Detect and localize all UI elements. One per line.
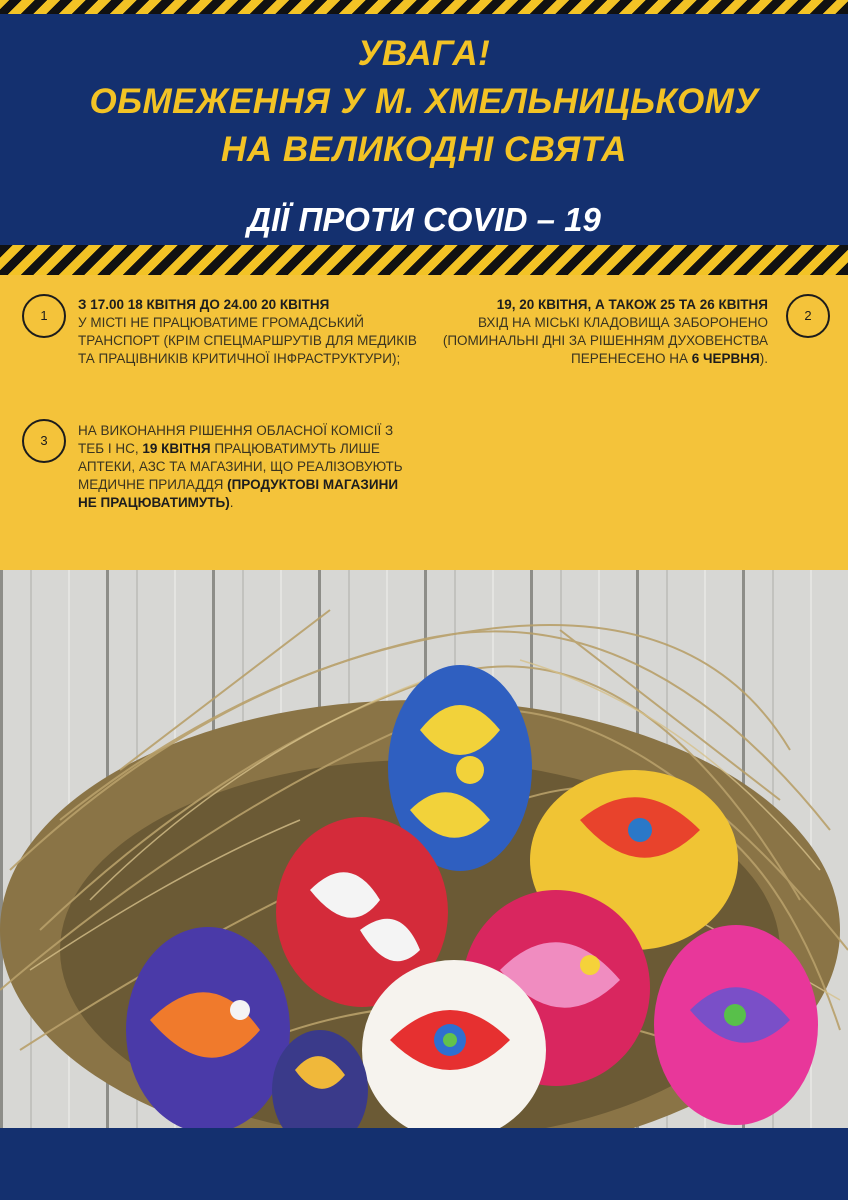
item-1-heading: З 17.00 18 КВІТНЯ ДО 24.00 20 КВІТНЯ <box>78 297 330 312</box>
title-line-3: НА ВЕЛИКОДНІ СВЯТА <box>221 130 627 169</box>
item-3-text-c: . <box>229 495 234 510</box>
item-1-text: У МІСТІ НЕ ПРАЦЮВАТИМЕ ГРОМАДСЬКИЙ ТРАНСПОРТ (КРІМ СПЕЦМАРШРУТІВ ДЛЯ МЕДИКІВ ТА ПРАЦІВНИКІВ КРИТИЧНОЇ ІНФРАСТРУКТУРИ); <box>78 315 417 366</box>
easter-egg-purple <box>126 927 290 1128</box>
hazard-stripe-middle <box>0 245 848 275</box>
item-number-1: 1 <box>22 294 66 338</box>
easter-eggs-illustration <box>0 570 848 1128</box>
item-2-heading: 19, 20 КВІТНЯ, А ТАКОЖ 25 ТА 26 КВІТНЯ <box>496 297 768 312</box>
item-3-bold-a: 19 КВІТНЯ <box>142 441 211 456</box>
title-line-1: УВАГА! <box>357 34 491 73</box>
hazard-stripe-top <box>0 0 848 14</box>
restrictions-panel <box>0 275 848 570</box>
item-number-2: 2 <box>786 294 830 338</box>
item-3-bold-b: (ПРОДУКТОВІ МАГАЗИНИ НЕ ПРАЦЮВАТИМУТЬ) <box>78 477 399 510</box>
item-3-text-b: ПРАЦЮВАТИМУТЬ ЛИШЕ АПТЕКИ, АЗС ТА МАГАЗИНИ, ЩО РЕАЛІЗОВУЮТЬ МЕДИЧНЕ ПРИЛАДДЯ <box>78 441 403 492</box>
restriction-item-2 <box>430 296 768 368</box>
item-3-text-a: НА ВИКОНАННЯ РІШЕННЯ ОБЛАСНОЇ КОМІСІЇ З ТЕБ І НС, <box>78 423 394 456</box>
item-2-bold: 6 ЧЕРВНЯ <box>691 351 760 366</box>
easter-egg-pink <box>654 925 818 1125</box>
item-number-3: 3 <box>22 419 66 463</box>
subtitle: ДІЇ ПРОТИ COVID – 19 <box>247 201 601 238</box>
header-banner <box>0 14 848 245</box>
item-2-text-b: ). <box>759 351 768 366</box>
item-2-text-a: ВХІД НА МІСЬКІ КЛАДОВИЩА ЗАБОРОНЕНО (ПОМИНАЛЬНІ ДНІ ЗА РІШЕННЯМ ДУХОВЕНСТВА ПЕРЕНЕСЕНО НА <box>442 315 768 366</box>
restriction-item-3 <box>78 422 418 512</box>
title-line-2: ОБМЕЖЕННЯ У М. ХМЕЛЬНИЦЬКОМУ <box>89 82 759 121</box>
easter-eggs-photo <box>0 570 848 1128</box>
footer-bar <box>0 1128 848 1200</box>
restriction-item-1 <box>78 296 423 368</box>
